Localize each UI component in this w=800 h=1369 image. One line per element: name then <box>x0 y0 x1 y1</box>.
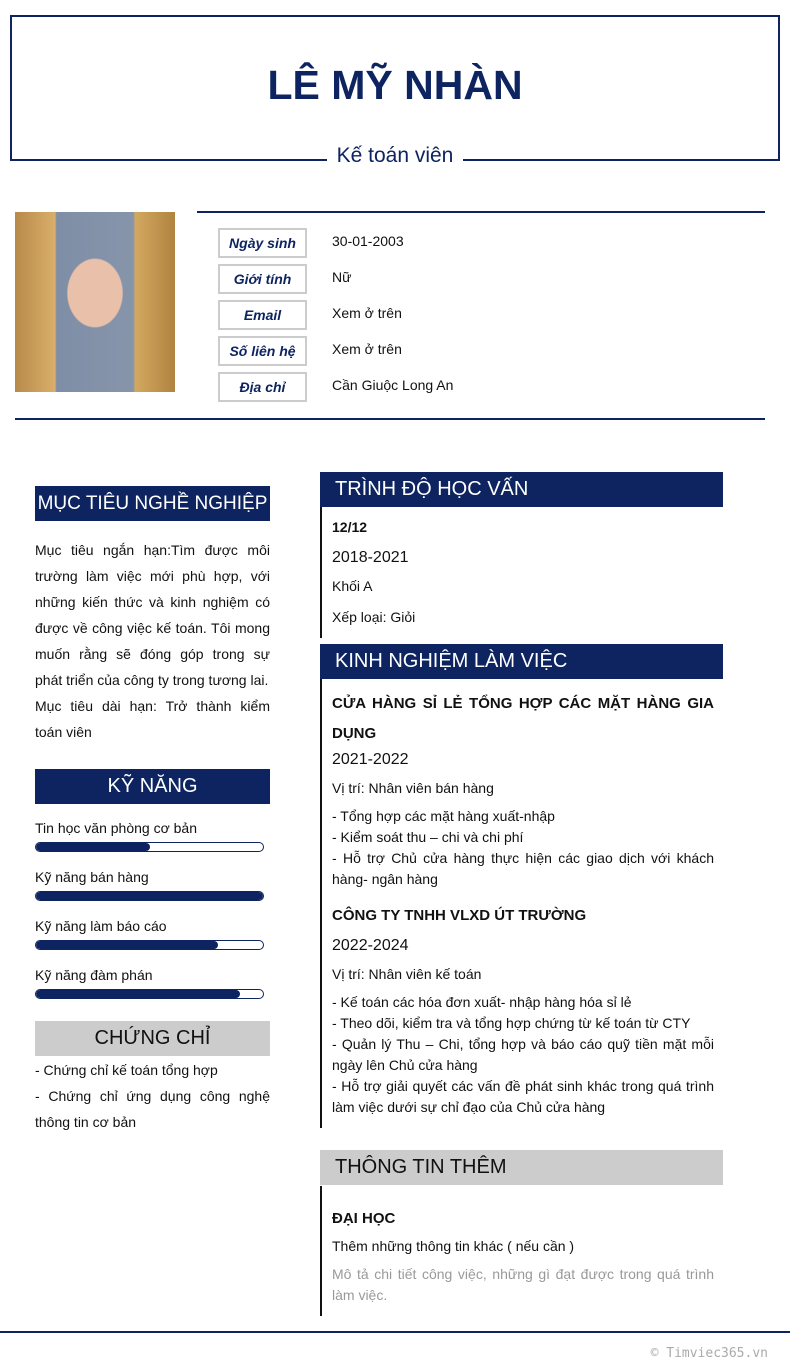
divider <box>197 211 765 213</box>
skill-name: Kỹ năng đàm phán <box>35 967 153 983</box>
section-line <box>320 507 322 638</box>
label-email: Email <box>218 300 307 330</box>
job-task: - Tổng hợp các mặt hàng xuất-nhập <box>332 808 555 824</box>
label-birthdate: Ngày sinh <box>218 228 307 258</box>
job-task: - Hỗ trợ giải quyết các vấn đề phát sinh khác trong quá trình làm việc dưới sự chỉ đạo của Chủ cửa hàng <box>332 1078 714 1115</box>
skill-name: Tin học văn phòng cơ bản <box>35 820 197 836</box>
value-birthdate: 30-01-2003 <box>332 233 404 249</box>
certificates-heading: CHỨNG CHỈ <box>35 1021 270 1056</box>
label-phone: Số liên hệ <box>218 336 307 366</box>
certificate-item: - Chứng chỉ ứng dụng công nghệ thông tin cơ bản <box>35 1088 270 1130</box>
job-period: 2021-2022 <box>332 751 409 768</box>
objective-short: Mục tiêu ngắn hạn:Tìm được môi trường làm việc mới phù hợp, với những kiến thức và kinh nghiệm có được về công việc kế toán. Tôi mong muốn rằng sẽ đóng góp trong sự phát triển của công ty trong tương lai. <box>35 542 270 688</box>
label-address: Địa chỉ <box>218 372 307 402</box>
job-task: - Quản lý Thu – Chi, tổng hợp và báo cáo quỹ tiền mặt mỗi ngày lên Chủ cửa hàng <box>332 1036 714 1073</box>
extra-description: Mô tả chi tiết công việc, những gì đạt được trong quá trình làm việc. <box>332 1266 714 1303</box>
section-line <box>320 679 322 1128</box>
value-email: Xem ở trên <box>332 305 402 321</box>
section-line <box>320 1186 322 1316</box>
certificate-item: - Chứng chỉ kế toán tổng hợp <box>35 1062 218 1078</box>
job-tasks <box>332 806 714 890</box>
divider <box>15 418 765 420</box>
experience-heading: KINH NGHIỆM LÀM VIỆC <box>320 644 723 679</box>
extra-line: Thêm những thông tin khác ( nếu cần ) <box>332 1238 575 1254</box>
value-address: Cần Giuộc Long An <box>332 377 454 393</box>
job-task: - Kiểm soát thu – chi và chi phí <box>332 829 524 845</box>
candidate-name: LÊ MỸ NHÀN <box>267 62 523 108</box>
skill-bar <box>35 989 264 999</box>
skills-heading: KỸ NĂNG <box>35 769 270 804</box>
footer-divider <box>0 1331 790 1333</box>
education-heading: TRÌNH ĐỘ HỌC VẤN <box>320 472 723 507</box>
job-company: CÔNG TY TNHH VLXD ÚT TRƯỜNG <box>332 907 587 924</box>
label-gender: Giới tính <box>218 264 307 294</box>
objective-heading: MỤC TIÊU NGHỀ NGHIỆP <box>35 486 270 521</box>
job-task: - Theo dõi, kiểm tra và tổng hợp chứng từ kế toán từ CTY <box>332 1015 691 1031</box>
objective-text <box>35 537 270 745</box>
education-grade: Xếp loại: Giỏi <box>332 609 416 625</box>
education-period: 2018-2021 <box>332 549 409 566</box>
profile-photo <box>15 212 175 392</box>
skill-bar <box>35 891 264 901</box>
job-task: - Hỗ trợ Chủ cửa hàng thực hiện các giao dịch với khách hàng- ngân hàng <box>332 850 714 887</box>
education-school: 12/12 <box>332 519 368 535</box>
job-company: CỬA HÀNG SỈ LẺ TỔNG HỢP CÁC MẶT HÀNG GIA DỤNG <box>332 695 714 742</box>
skill-bar <box>35 940 264 950</box>
footer-copyright: © Timviec365.vn <box>650 1346 768 1361</box>
skill-bar <box>35 842 264 852</box>
job-position: Vị trí: Nhân viên kế toán <box>332 966 482 982</box>
job-period: 2022-2024 <box>332 937 409 954</box>
value-phone: Xem ở trên <box>332 341 402 357</box>
job-position: Vị trí: Nhân viên bán hàng <box>332 780 494 796</box>
skill-name: Kỹ năng bán hàng <box>35 869 149 885</box>
job-tasks <box>332 992 714 1118</box>
extra-title: ĐẠI HỌC <box>332 1210 396 1227</box>
job-task: - Kế toán các hóa đơn xuất- nhập hàng hóa sỉ lẻ <box>332 994 632 1010</box>
skill-name: Kỹ năng làm báo cáo <box>35 918 167 934</box>
job-title-text: Kế toán viên <box>327 144 464 167</box>
certificates-list <box>35 1057 270 1135</box>
extra-heading: THÔNG TIN THÊM <box>320 1150 723 1185</box>
value-gender: Nữ <box>332 269 352 285</box>
education-major: Khối A <box>332 578 373 594</box>
objective-long: Mục tiêu dài hạn: Trở thành kiểm toán viên <box>35 698 270 740</box>
job-title <box>0 144 790 168</box>
